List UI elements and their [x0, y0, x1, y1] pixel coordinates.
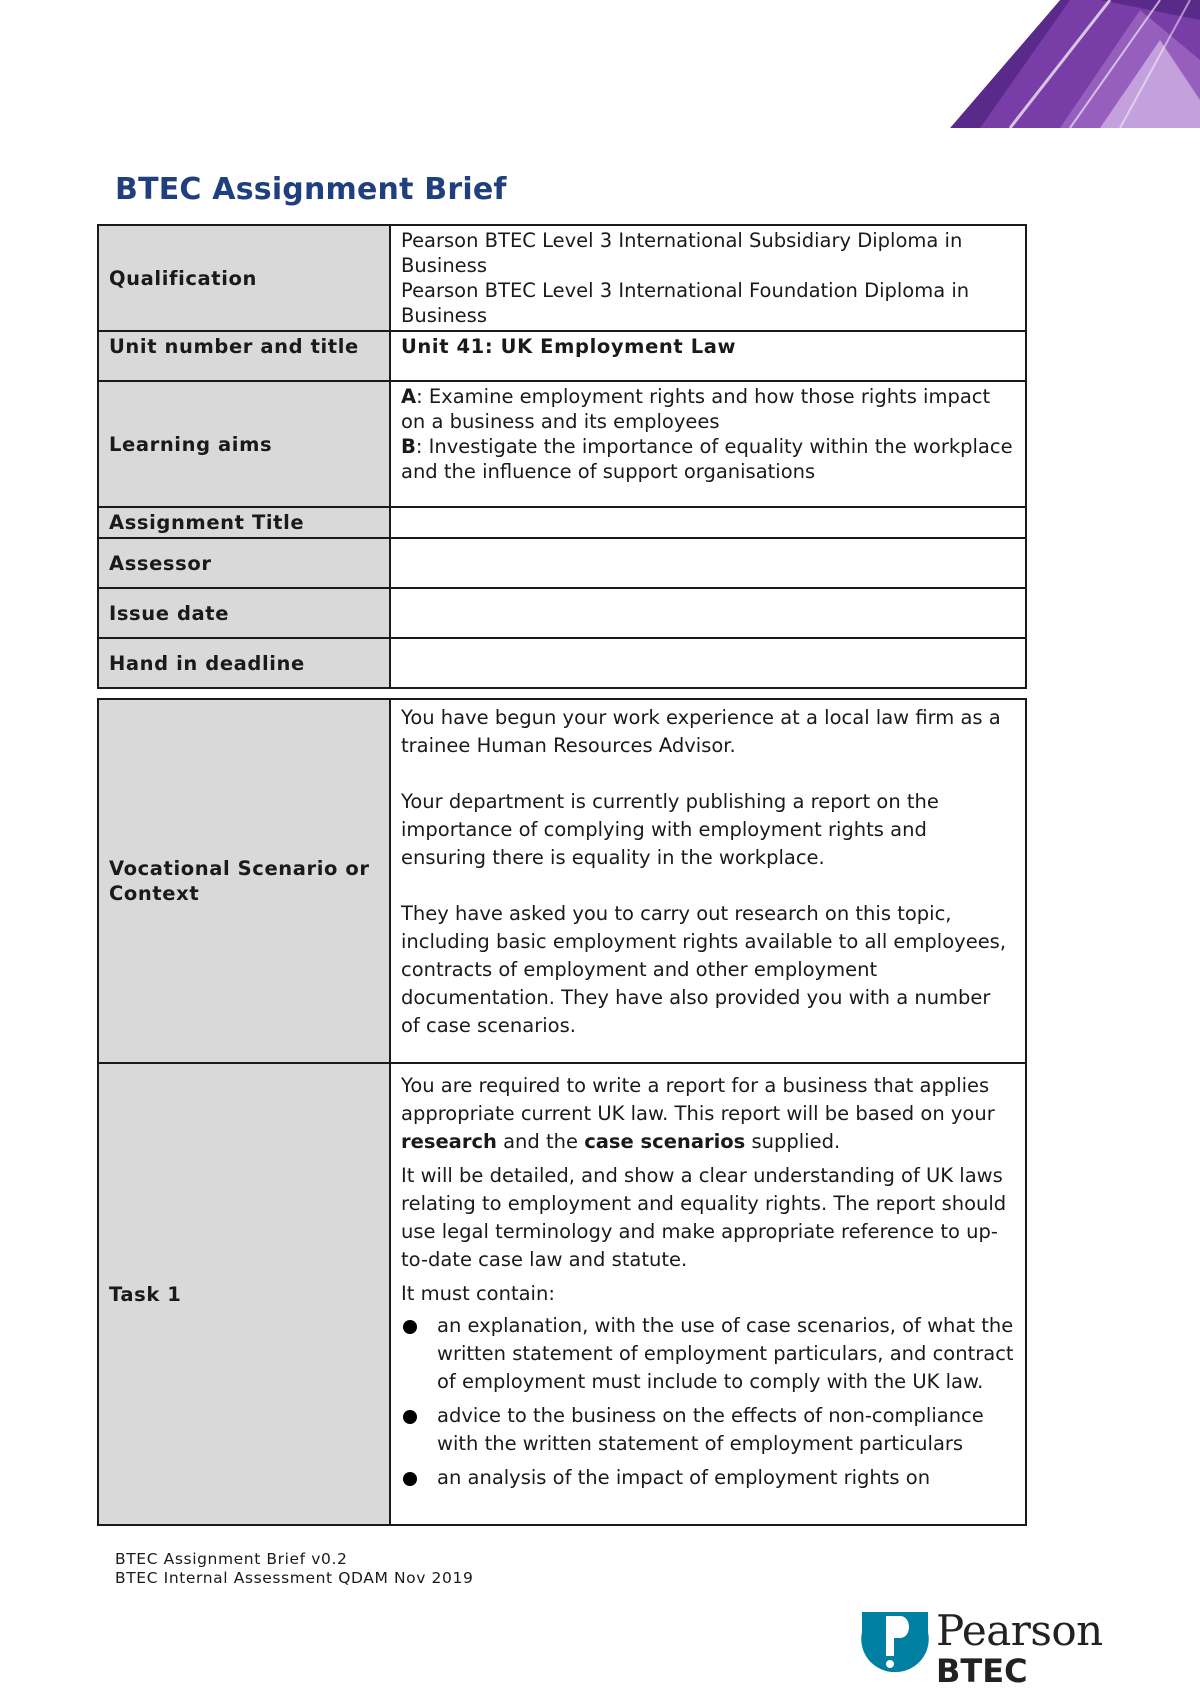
page-title: BTEC Assignment Brief [115, 172, 507, 207]
list-item: an analysis of the impact of employment rights on [401, 1464, 1015, 1492]
assignment-title-label: Assignment Title [98, 507, 390, 538]
table-row [98, 381, 1026, 507]
qualification-label: Qualification [98, 225, 390, 331]
brand-wordmark: Pearson [936, 1606, 1103, 1655]
table-row [98, 588, 1026, 638]
bullet-icon [403, 1320, 417, 1334]
footer-qdam: BTEC Internal Assessment QDAM Nov 2019 [115, 1569, 474, 1587]
table-row [98, 331, 1026, 381]
task-1-label: Task 1 [98, 1063, 390, 1525]
bullet-icon [403, 1472, 417, 1486]
deadline-label: Hand in deadline [98, 638, 390, 688]
assignment-title-value [390, 507, 1026, 538]
learning-aim-b: B: Investigate the importance of equality within the workplace and the influence of support organisations [401, 435, 1013, 483]
table-row [98, 507, 1026, 538]
task-must-contain: It must contain: [401, 1282, 555, 1305]
brand-sub: BTEC [936, 1652, 1028, 1690]
table-row [98, 638, 1026, 688]
table-row [98, 1063, 1026, 1525]
qualification-line: Pearson BTEC Level 3 International Subsidiary Diploma in Business [401, 229, 963, 277]
scenario-text [390, 699, 1026, 1063]
table-row [98, 699, 1026, 1063]
qualification-line: Pearson BTEC Level 3 International Foundation Diploma in Business [401, 279, 970, 327]
decorative-corner-graphic [950, 0, 1200, 128]
unit-label: Unit number and title [98, 331, 390, 381]
pearson-btec-logo [860, 1606, 1103, 1698]
scenario-label: Vocational Scenario or Context [98, 699, 390, 1063]
table-row [98, 538, 1026, 588]
scenario-task-table [97, 698, 1027, 1526]
qualification-value [390, 225, 1026, 331]
issue-date-label: Issue date [98, 588, 390, 638]
scenario-paragraph: Your department is currently publishing a report on the importance of complying with employment rights and ensuring there is equality in the workplace. [401, 790, 939, 869]
assessor-label: Assessor [98, 538, 390, 588]
footer-version: BTEC Assignment Brief v0.2 [115, 1550, 348, 1568]
task-detail: It will be detailed, and show a clear understanding of UK laws relating to employment and equality rights. The report should use legal terminology and make appropriate reference to up-to-date case law and statute. [401, 1164, 1007, 1271]
deadline-value [390, 638, 1026, 688]
bullet-icon [403, 1410, 417, 1424]
learning-aims-value [390, 381, 1026, 507]
pearson-logo-icon [860, 1612, 930, 1682]
assignment-details-table [97, 224, 1027, 689]
task-bullet-list [401, 1312, 1015, 1492]
task-1-text [390, 1063, 1026, 1525]
list-item: an explanation, with the use of case scenarios, of what the written statement of employment particulars, and contract of employment must include to comply with the UK law. [401, 1312, 1015, 1396]
learning-aims-label: Learning aims [98, 381, 390, 507]
list-item: advice to the business on the effects of non-compliance with the written statement of employment particulars [401, 1402, 1015, 1458]
learning-aim-a: A: Examine employment rights and how those rights impact on a business and its employees [401, 385, 991, 433]
page-footer [115, 1550, 473, 1588]
assessor-value [390, 538, 1026, 588]
table-row [98, 225, 1026, 331]
scenario-paragraph: You have begun your work experience at a local law firm as a trainee Human Resources Advisor. [401, 706, 1001, 757]
issue-date-value [390, 588, 1026, 638]
task-intro: You are required to write a report for a business that applies appropriate current UK law. This report will be based on your research and the case scenarios supplied. [401, 1074, 995, 1153]
unit-value: Unit 41: UK Employment Law [401, 335, 737, 358]
scenario-paragraph: They have asked you to carry out research on this topic, including basic employment rights available to all employees, contracts of employment and other employment documentation. They have also provided you with a number of case scenarios. [401, 902, 1007, 1037]
